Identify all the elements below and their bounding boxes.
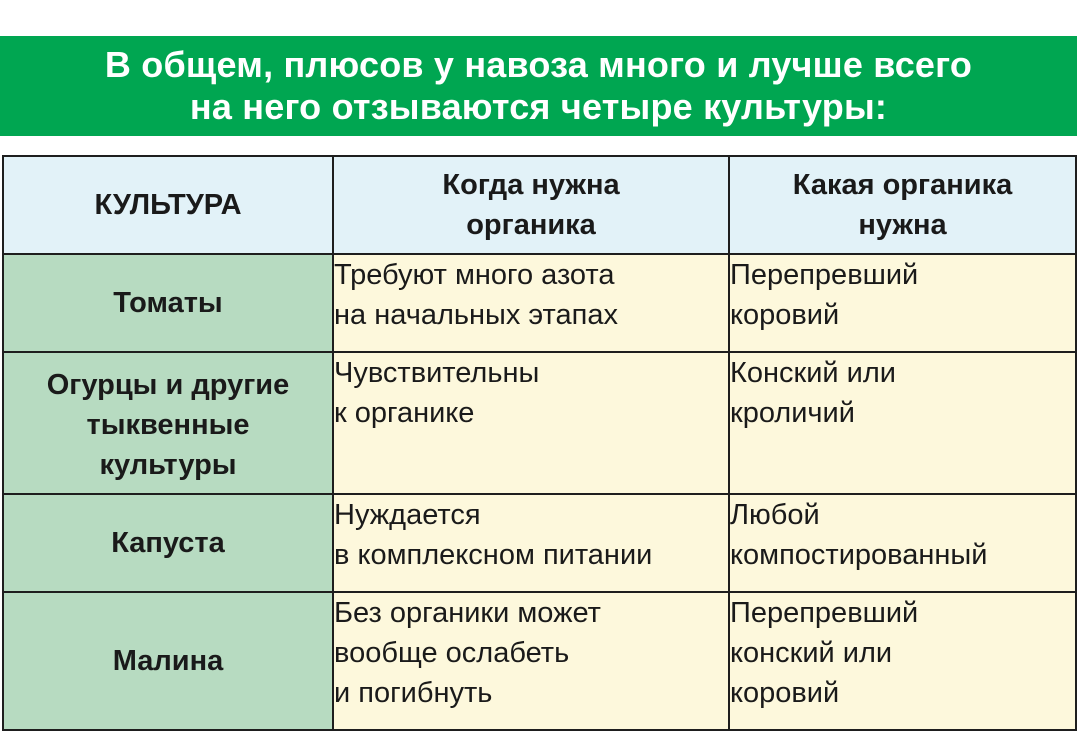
crop-text: Малина xyxy=(112,645,224,677)
when-cell xyxy=(333,352,729,494)
header-text: Когда нужна xyxy=(442,169,620,201)
cell-text: Перепревший xyxy=(730,259,919,291)
cell-text: Нуждается xyxy=(334,499,481,531)
cell-text: вообще ослабеть xyxy=(334,637,570,669)
crop-text: Капуста xyxy=(111,527,225,559)
crop-cell xyxy=(3,254,333,352)
crop-text: тыквенные xyxy=(86,409,250,441)
what-cell xyxy=(729,254,1076,352)
header-what xyxy=(729,156,1076,254)
banner-line-1: В общем, плюсов у навоза много и лучше всего xyxy=(104,44,973,85)
table-header-row xyxy=(3,156,1076,254)
table-row xyxy=(3,494,1076,592)
title-banner xyxy=(0,36,1077,136)
crop-cell xyxy=(3,494,333,592)
banner-line-2: на него отзываются четыре культуры: xyxy=(189,86,888,127)
table-row xyxy=(3,254,1076,352)
header-when xyxy=(333,156,729,254)
crop-text: Томаты xyxy=(113,287,223,319)
header-text: нужна xyxy=(858,209,947,241)
cell-text: коровий xyxy=(730,299,840,331)
what-cell xyxy=(729,494,1076,592)
header-culture xyxy=(3,156,333,254)
table-row xyxy=(3,592,1076,730)
cell-text: на начальных этапах xyxy=(334,299,618,331)
table-row xyxy=(3,352,1076,494)
crop-cell xyxy=(3,352,333,494)
cell-text: коровий xyxy=(730,677,840,709)
what-cell xyxy=(729,592,1076,730)
cell-text: Конский или xyxy=(730,357,896,389)
crop-text: Огурцы и другие xyxy=(46,369,290,401)
what-cell xyxy=(729,352,1076,494)
cell-text: Без органики может xyxy=(334,597,601,629)
cell-text: Чувствительны xyxy=(334,357,540,389)
cell-text: Перепревший xyxy=(730,597,919,629)
when-cell xyxy=(333,592,729,730)
crops-table xyxy=(2,155,1077,731)
header-text: Какая органика xyxy=(792,169,1013,201)
cell-text: и погибнуть xyxy=(334,677,493,709)
crop-text: культуры xyxy=(99,449,237,481)
crop-cell xyxy=(3,592,333,730)
when-cell xyxy=(333,494,729,592)
cell-text: Любой xyxy=(730,499,820,531)
cell-text: Требуют много азота xyxy=(334,259,615,291)
cell-text: к органике xyxy=(334,397,475,429)
cell-text: компостированный xyxy=(730,539,988,571)
cell-text: конский или xyxy=(730,637,893,669)
cell-text: кроличий xyxy=(730,397,855,429)
cell-text: в комплексном питании xyxy=(334,539,653,571)
header-text: КУЛЬТУРА xyxy=(94,189,242,221)
header-text: органика xyxy=(466,209,596,241)
when-cell xyxy=(333,254,729,352)
